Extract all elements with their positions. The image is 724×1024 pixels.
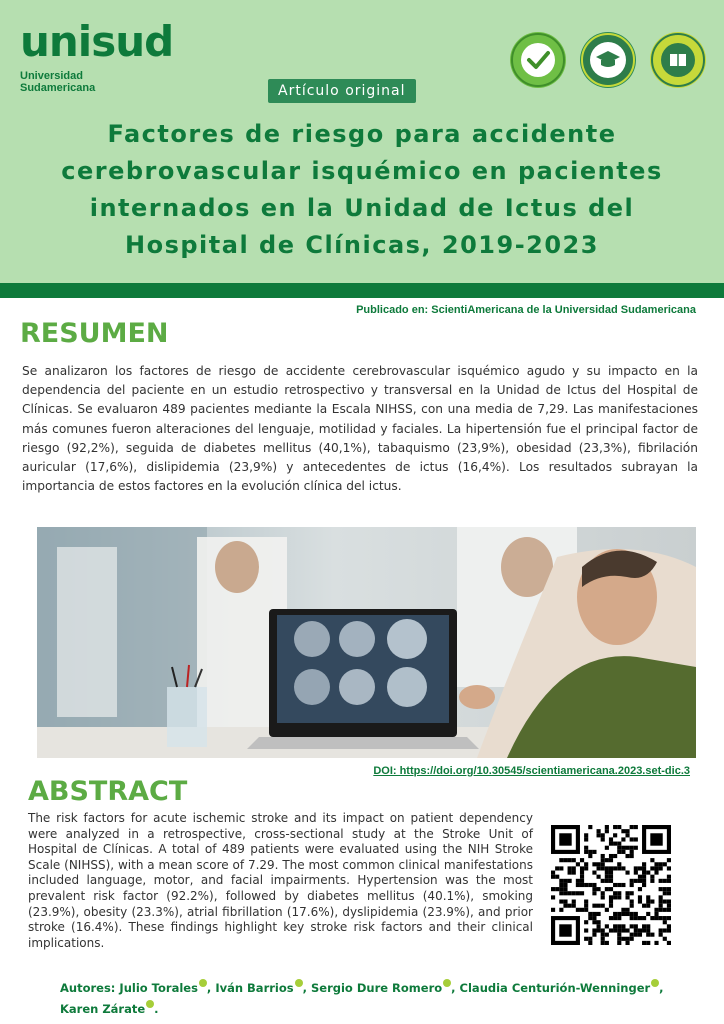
logo-wordmark: unisud (20, 17, 174, 66)
orcid-icon[interactable] (199, 979, 207, 987)
header-divider (0, 283, 724, 298)
logo-subtitle (20, 70, 173, 94)
author-name: Karen Zárate (60, 1002, 146, 1016)
authors-label: Autores: (60, 981, 116, 995)
graduation-cap-icon (580, 32, 636, 88)
resumen-text: Se analizaron los factores de riesgo de accidente cerebrovascular isquémico agudo y su impacto en la dependencia del paciente en un estudio retrospectivo y transversal en la Unidad de Ictus del Hospital de Clínicas. Se evaluaron 489 pacientes mediante la Escala NIHSS, con una media de 7,29. Las manifestaciones más comunes fueron alteraciones del lenguaje, motilidad y faciales. La hipertensión fue el principal factor de riesgo (92,2%), seguida de diabetes mellitus (40,1%), tabaquismo (23,9%), obesidad (23,3%), fibrilación auricular (17,6%), dislipidemia (23,9%) y antecedentes de ictus (16,4%). Los resultados subrayan la importancia de estos factores en la evolución clínica del ictus. (22, 364, 698, 494)
abstract-text: The risk factors for acute ischemic stroke and its impact on patient dependency were analyzed in a retrospective, cross-sectional study at the Stroke Unit of Hospital de Clínicas. A total of 489 patients were evaluated using the NIH Stroke Scale (NIHSS), with a mean score of 7.29. The most common clinical manifestations included language, motor, and facial impairments. Hypertension was the most prevalent risk factor (92.2%), followed by diabetes mellitus (40.1%), smoking (23.9%), obesity (23.3%), atrial fibrillation (17.6%), dyslipidemia (23.9%), and prior stroke (16.4%). These findings highlight key stroke risk factors and their clinical implications. (28, 811, 533, 950)
logo-subtitle-line2: Sudamericana (20, 82, 96, 94)
publication-info: Publicado en: ScientiAmericana de la Universidad Sudamericana (356, 304, 696, 316)
logo-subtitle-line1: Universidad (20, 70, 83, 82)
orcid-icon[interactable] (295, 979, 303, 987)
author-name: Julio Torales (119, 981, 198, 995)
authors-line (60, 978, 700, 1020)
author-separator: , (451, 981, 456, 995)
article-type-badge: Artículo original (268, 79, 416, 103)
badge-group (510, 32, 706, 88)
article-title: Factores de riesgo para accidente cerebrovascular isquémico en pacientes internados en la Unidad de Ictus del Hospital de Clínicas, 2019-2023 (61, 120, 663, 259)
doi-link[interactable]: DOI: https://doi.org/10.30545/scientiamericana.2023.set-dic.3 (373, 765, 690, 777)
clinic-photo (37, 527, 696, 758)
abstract-heading: ABSTRACT (28, 776, 188, 807)
qr-code[interactable] (551, 825, 671, 945)
author-separator: , (659, 981, 664, 995)
author-name: Sergio Dure Romero (311, 981, 443, 995)
author-name: Iván Barrios (215, 981, 294, 995)
author-separator: , (206, 981, 212, 995)
author-separator: , (302, 981, 307, 995)
author-separator: . (154, 1002, 159, 1016)
check-seal-icon (510, 32, 566, 88)
university-logo (20, 18, 173, 94)
resumen-heading: RESUMEN (20, 318, 169, 349)
orcid-icon[interactable] (651, 979, 659, 987)
author-name: Claudia Centurión-Wenninger (459, 981, 651, 995)
book-shield-icon (650, 32, 706, 88)
orcid-icon[interactable] (443, 979, 451, 987)
orcid-icon[interactable] (146, 1000, 154, 1008)
